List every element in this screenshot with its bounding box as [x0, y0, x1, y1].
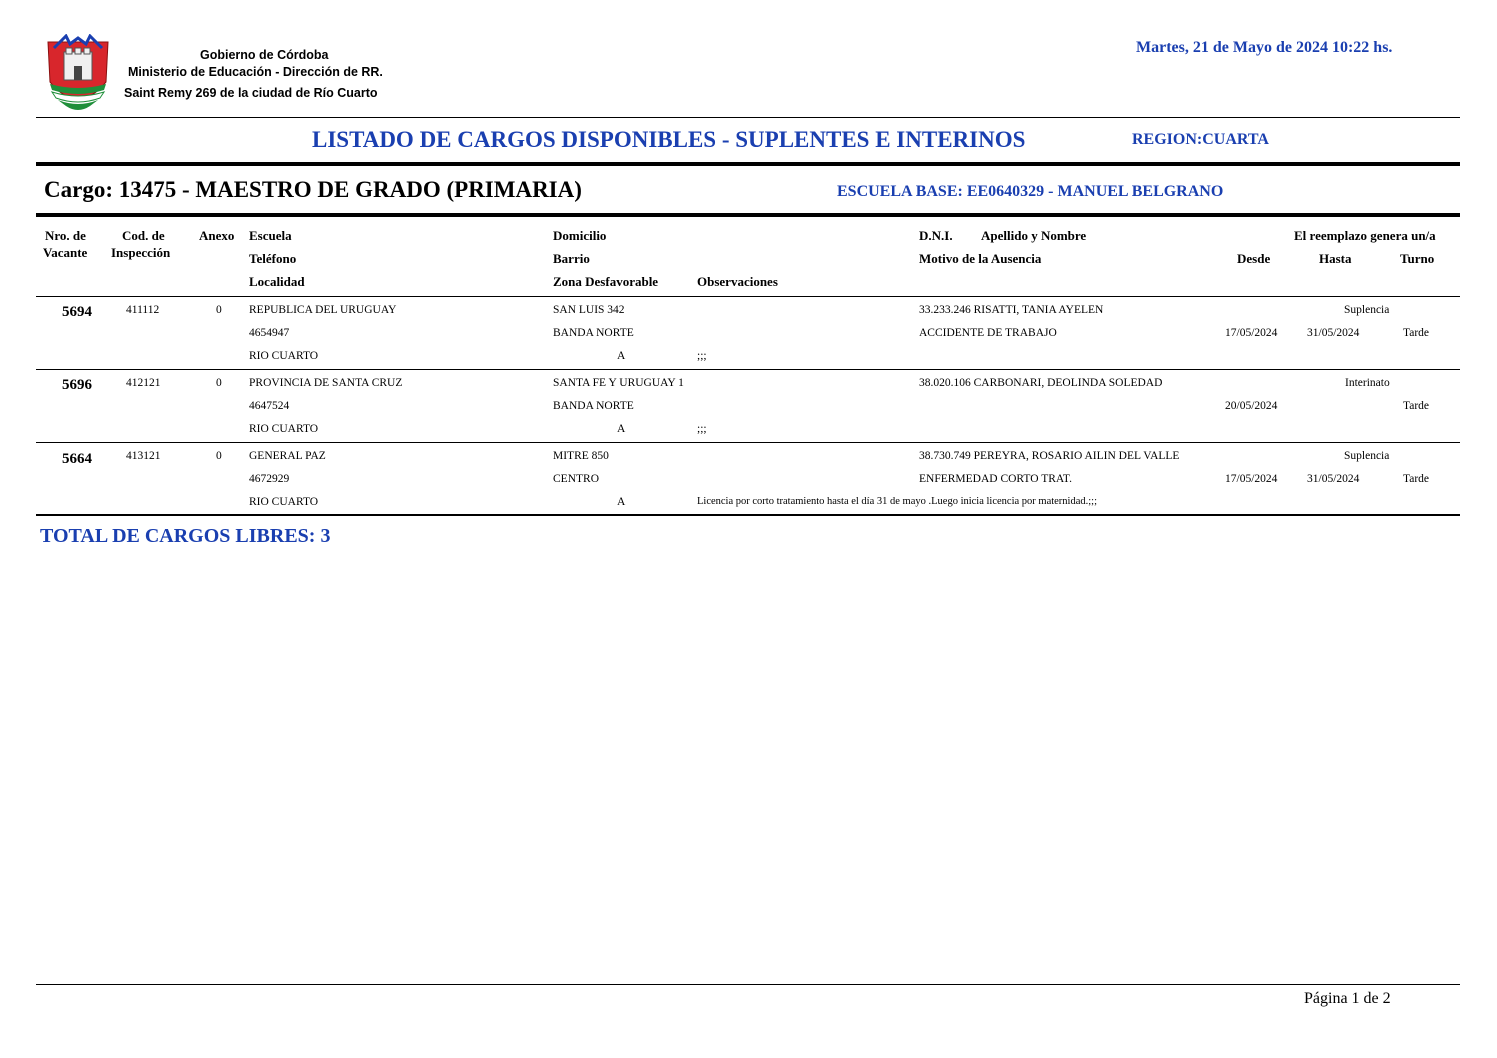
region-label: REGION:CUARTA [1132, 131, 1269, 148]
col-zona: Zona Desfavorable [553, 274, 659, 289]
cargo-label: Cargo: 13475 - MAESTRO DE GRADO (PRIMARIA) [44, 177, 582, 202]
observaciones: ;;; [697, 350, 707, 362]
persona: 33.233.246 RISATTI, TANIA AYELEN [919, 304, 1104, 316]
col-telefono: Teléfono [249, 251, 297, 266]
barrio: BANDA NORTE [553, 400, 634, 412]
col-motivo: Motivo de la Ausencia [919, 251, 1042, 266]
col-nro-vacante-2: Vacante [43, 245, 88, 260]
row-divider [36, 442, 1460, 443]
org-ministry: Ministerio de Educación - Dirección de RR. [128, 65, 383, 79]
col-localidad: Localidad [249, 274, 305, 289]
localidad: RIO CUARTO [249, 496, 319, 508]
hasta: 31/05/2024 [1307, 473, 1360, 485]
vacante-number: 5664 [62, 451, 92, 467]
report-datetime: Martes, 21 de Mayo de 2024 10:22 hs. [1136, 39, 1393, 56]
table-bottom-rule [36, 514, 1460, 516]
col-barrio: Barrio [553, 251, 590, 266]
col-turno: Turno [1400, 251, 1435, 266]
cod-inspeccion: 412121 [126, 377, 161, 389]
observaciones: ;;; [697, 423, 707, 435]
col-observaciones: Observaciones [697, 274, 778, 289]
col-cod-insp-2: Inspección [111, 245, 171, 260]
anexo: 0 [216, 377, 222, 389]
localidad: RIO CUARTO [249, 423, 319, 435]
tipo-reemplazo: Suplencia [1344, 450, 1390, 462]
title-divider [36, 162, 1460, 166]
domicilio: MITRE 850 [553, 450, 609, 462]
col-anexo: Anexo [199, 228, 235, 243]
zona: A [617, 350, 626, 362]
anexo: 0 [216, 304, 222, 316]
tipo-reemplazo: Suplencia [1344, 304, 1390, 316]
col-dni: D.N.I. [919, 228, 953, 243]
persona: 38.730.749 PEREYRA, ROSARIO AILIN DEL VALLE [919, 450, 1180, 462]
tipo-reemplazo: Interinato [1345, 377, 1390, 389]
turno: Tarde [1403, 327, 1430, 339]
row-divider [36, 369, 1460, 370]
header-rule [36, 296, 1460, 297]
org-name: Gobierno de Córdoba [200, 48, 329, 62]
persona: 38.020.106 CARBONARI, DEOLINDA SOLEDAD [919, 377, 1163, 389]
desde: 17/05/2024 [1225, 473, 1278, 485]
page-number: Página 1 de 2 [1304, 990, 1391, 1007]
telefono: 4672929 [249, 473, 290, 485]
cod-inspeccion: 411112 [126, 304, 160, 316]
anexo: 0 [216, 450, 222, 462]
escuela-base: ESCUELA BASE: EE0640329 - MANUEL BELGRANO [837, 183, 1224, 200]
turno: Tarde [1403, 473, 1430, 485]
desde: 20/05/2024 [1225, 400, 1278, 412]
vacante-number: 5694 [62, 304, 92, 320]
zona: A [617, 423, 626, 435]
desde: 17/05/2024 [1225, 327, 1278, 339]
col-domicilio: Domicilio [553, 228, 607, 243]
col-reemplazo: El reemplazo genera un/a [1294, 228, 1436, 243]
turno: Tarde [1403, 400, 1430, 412]
localidad: RIO CUARTO [249, 350, 319, 362]
cordoba-coat-of-arms-icon [40, 34, 116, 114]
motivo: ACCIDENTE DE TRABAJO [919, 327, 1057, 339]
domicilio: SANTA FE Y URUGUAY 1 [553, 377, 684, 389]
col-desde: Desde [1237, 251, 1271, 266]
report-title: LISTADO DE CARGOS DISPONIBLES - SUPLENTES E INTERINOS [312, 127, 1026, 152]
escuela: GENERAL PAZ [249, 450, 326, 462]
vacante-number: 5696 [62, 377, 92, 393]
col-apellido: Apellido y Nombre [981, 228, 1087, 243]
org-address: Saint Remy 269 de la ciudad de Río Cuarto [124, 86, 378, 100]
domicilio: SAN LUIS 342 [553, 304, 625, 316]
col-escuela: Escuela [249, 228, 292, 243]
cod-inspeccion: 413121 [126, 450, 161, 462]
barrio: CENTRO [553, 473, 599, 485]
col-cod-insp-1: Cod. de [122, 228, 165, 243]
escuela: REPUBLICA DEL URUGUAY [249, 304, 397, 316]
cargo-divider [36, 213, 1460, 217]
observaciones: Licencia por corto tratamiento hasta el día 31 de mayo .Luego inicia licencia por maternidad.;;; [697, 496, 1098, 507]
telefono: 4647524 [249, 400, 290, 412]
motivo: ENFERMEDAD CORTO TRAT. [919, 473, 1072, 485]
escuela: PROVINCIA DE SANTA CRUZ [249, 377, 403, 389]
telefono: 4654947 [249, 327, 290, 339]
header-divider [36, 117, 1460, 118]
total-cargos: TOTAL DE CARGOS LIBRES: 3 [40, 525, 331, 547]
hasta: 31/05/2024 [1307, 327, 1360, 339]
col-hasta: Hasta [1319, 251, 1352, 266]
col-nro-vacante-1: Nro. de [45, 228, 86, 243]
zona: A [617, 496, 626, 508]
barrio: BANDA NORTE [553, 327, 634, 339]
footer-divider [36, 984, 1460, 985]
